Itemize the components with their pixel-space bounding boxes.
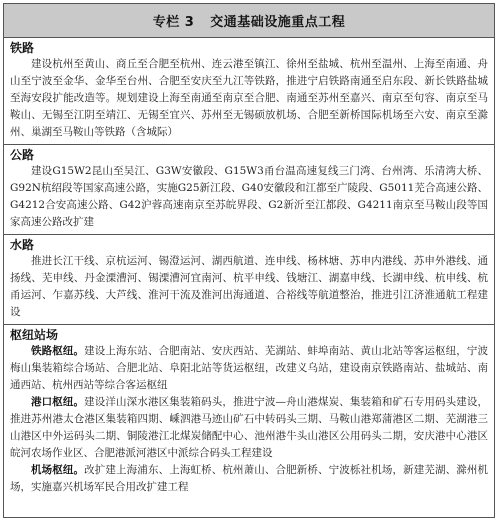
waterway-section [4, 235, 494, 325]
waterway-text: 推进长江干线、京杭运河、锡澄运河、湖西航道、连申线、杨林塘、苏申内港线、苏申外港线、通扬线、芜申线、丹金溧漕河、锡溧漕河宜南河、杭平申线、钱塘江、湖嘉申线、长湖申线、杭申线、杭甬运河、乍嘉苏线、大芦线、淮河干流及淮河出海通道、合裕线等航道整治，推进引江济淮通航工程建设 [10, 255, 488, 318]
hub-section [4, 325, 494, 499]
port-hub-label: 港口枢纽。 [31, 396, 85, 408]
highway-heading: 公路 [10, 148, 35, 162]
railway-section [4, 38, 494, 145]
column-number: 专栏 3 [152, 15, 195, 30]
port-hub-text: 建设洋山深水港区集装箱码头，推进宁波—舟山港煤炭、集装箱和矿石专用码头建设，推进苏州港太仓港区集装箱四期、嵊泗港马迹山矿石中转码头三期、马鞍山港郑蒲港区二期、芜湖港三山港区中外运码头二期、铜陵港江北煤炭储配中心、池州港牛头山港区公用码头二期，安庆港中心港区皖河农场作业区、合肥港派河港区中派综合码头工程建设 [10, 396, 488, 459]
rail-hub-text: 建设上海东站、合肥南站、安庆西站、芜湖站、蚌埠南站、黄山北站等客运枢纽，宁波梅山集装箱综合场站、合肥北站、阜阳北站等货运枢纽，改建义乌站，建设南京铁路南站、盐城站、南通西站、杭州西站等综合客运枢纽 [10, 345, 488, 391]
port-hub-paragraph [10, 394, 488, 462]
hub-heading: 枢纽站场 [10, 328, 59, 342]
rail-hub-paragraph [10, 343, 488, 394]
waterway-heading: 水路 [10, 238, 35, 252]
airport-hub-paragraph [10, 462, 488, 496]
column-title-bar [4, 4, 494, 38]
special-column-box [3, 3, 495, 518]
railway-heading: 铁路 [10, 41, 35, 55]
railway-text: 建设杭州至黄山、商丘至合肥至杭州、连云港至镇江、徐州至盐城、杭州至温州、上海至南通、舟山至宁波至金华、金华至台州、合肥至安庆至九江等铁路，推进宁启铁路南通至启东段、新长铁路盐城至海安段扩能改造等。规划建设上海至南通至南京至合肥、南通至苏州至嘉兴、南京至句容、南京至马鞍山、无锡至江阴至靖江、无锡至宜兴、苏州至无锡硕放机场、合肥至新桥国际机场至六安、南京至滁州、巢湖至马鞍山等铁路（含城际） [10, 58, 488, 138]
airport-hub-label: 机场枢纽。 [31, 464, 85, 476]
highway-section [4, 145, 494, 235]
highway-text: 建设G15W2昆山至吴江、G3W安徽段、G15W3甬台温高速复线三门湾、台州湾、乐清湾大桥、G92N杭绍段等国家高速公路，实施G25新江段、G40安徽段和江都至广陵段、G5011芜合高速公路、G4212合安高速公路、G42沪蓉高速南京至苏皖界段、G2新沂至江都段、G4211南京至马鞍山段等国家高速公路改扩建 [10, 165, 488, 228]
column-title: 交通基础设施重点工程 [210, 15, 346, 30]
airport-hub-text: 改扩建上海浦东、上海虹桥、杭州萧山、合肥新桥、宁波栎社机场，新建芜湖、滁州机场，实施嘉兴机场军民合用改扩建工程 [10, 464, 488, 493]
rail-hub-label: 铁路枢纽。 [31, 345, 85, 357]
